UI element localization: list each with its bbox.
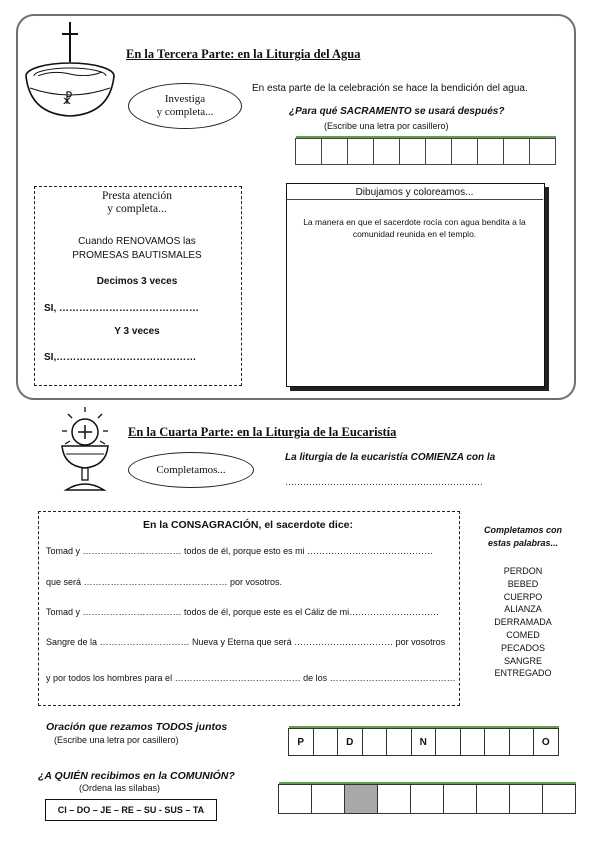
words-heading: Completamos con estas palabras... [483,525,562,548]
letter-cell[interactable] [410,784,444,814]
word-bank-item: SANGRE [503,655,542,666]
letter-cell[interactable] [386,728,412,756]
letter-cell[interactable]: P [288,728,314,756]
word-bank-item: ENTREGADO [494,668,552,679]
letter-cell[interactable] [477,138,504,165]
word-bank-item: BEBED [507,578,539,589]
intro-text: En esta parte de la celebración se hace la bendición del agua. [252,83,528,94]
drawing-box[interactable] [286,183,545,387]
letter-cell[interactable] [509,728,535,756]
letter-cell[interactable] [347,138,374,165]
letter-cell[interactable] [443,784,477,814]
section4-title: En la Cuarta Parte: en la Liturgia de la Eucaristía [128,425,397,439]
letter-cell[interactable] [321,138,348,165]
letter-cell[interactable] [425,138,452,165]
comunion-letter-cells[interactable] [279,782,576,814]
letter-cell[interactable] [460,728,486,756]
consagracion-line-5[interactable]: y por todos los hombres para el …………………………………… de los …………………………………… [46,673,456,683]
consagracion-heading: En la CONSAGRACIÓN, el sacerdote dice: [142,519,354,531]
syllables-box: CI – DO – JE – RE – SU - SUS – TA [45,799,217,821]
liturgia-prompt: La liturgia de la eucaristía COMIENZA con la [285,452,496,463]
consagracion-line-1[interactable]: Tomad y …………………………… todos de él, porque esto es mi …………………………………… [46,546,434,556]
promesas-line: PROMESAS BAUTISMALES [72,250,202,261]
letter-cell[interactable]: D [337,728,363,756]
liturgia-blank[interactable]: ………………………………………………………… [285,477,483,487]
word-bank [474,565,572,680]
letter-cell[interactable] [503,138,530,165]
letter-cell[interactable] [313,728,339,756]
letter-cell[interactable] [362,728,388,756]
oracion-instruction: (Escribe una letra por casillero) [54,735,179,745]
decimos-label: Decimos 3 veces [96,276,178,287]
attention-heading: Presta atención y completa... [102,190,172,215]
letter-cell[interactable] [344,784,378,814]
letter-cell[interactable] [373,138,400,165]
drawing-box-divider [286,199,543,200]
letter-cell[interactable] [278,784,312,814]
letter-cell[interactable] [484,728,510,756]
comunion-instruction: (Ordena las sílabas) [79,783,161,793]
word-bank-item: PECADOS [500,642,545,653]
chalice-host-icon [52,404,118,496]
letter-cell[interactable]: N [411,728,437,756]
letter-cell[interactable] [509,784,543,814]
word-bank-item: PERDON [503,566,543,576]
letter-cell[interactable] [399,138,426,165]
si-blank-1[interactable]: SI, …………………………………… [44,303,200,314]
word-bank-item: ALIANZA [504,604,542,615]
svg-text:☧: ☧ [62,93,73,108]
word-bank-item: DERRAMADA [494,617,552,628]
letter-cell[interactable] [435,728,461,756]
letter-cell[interactable] [542,784,576,814]
consagracion-line-3[interactable]: Tomad y …………………………… todos de él, porque este es el Cáliz de mi………………………… [46,607,440,617]
si-blank-2[interactable]: SI,…………………………………… [44,352,197,363]
section3-title: En la Tercera Parte: en la Liturgia del Agua [126,47,361,61]
letter-cell[interactable] [295,138,322,165]
consagracion-line-2[interactable]: que será ………………………………………… por vosotros. [46,577,283,587]
sacramento-letter-cells[interactable] [296,136,556,165]
renovamos-line: Cuando RENOVAMOS las [78,236,196,247]
letter-cell[interactable] [311,784,345,814]
drawing-heading: Dibujamos y coloreamos... [355,187,474,198]
letter-cell[interactable] [476,784,510,814]
word-bank-item: COMED [506,629,540,640]
oracion-letter-cells[interactable] [289,726,559,756]
completamos-oval: Completamos... [128,452,254,488]
letter-cell[interactable] [529,138,556,165]
comunion-title: ¿A QUIÉN recibimos en la COMUNIÓN? [38,770,235,782]
baptismal-font-icon [22,18,124,122]
letter-instruction: (Escribe una letra por casillero) [324,121,449,131]
oracion-title: Oración que rezamos TODOS juntos [46,721,228,733]
letter-cell[interactable]: O [533,728,559,756]
sacramento-question: ¿Para qué SACRAMENTO se usará después? [289,106,505,117]
y3-label: Y 3 veces [114,326,160,337]
letter-cell[interactable] [377,784,411,814]
word-bank-item: CUERPO [503,591,543,602]
drawing-instruction: La manera en que el sacerdote rocía con agua bendita a la comunidad reunida en el templo. [303,217,526,239]
investiga-oval: Investiga y completa... [128,83,242,129]
consagracion-line-4[interactable]: Sangre de la ………………………… Nueva y Eterna que será …………………………… por vosotros [46,637,446,647]
letter-cell[interactable] [451,138,478,165]
